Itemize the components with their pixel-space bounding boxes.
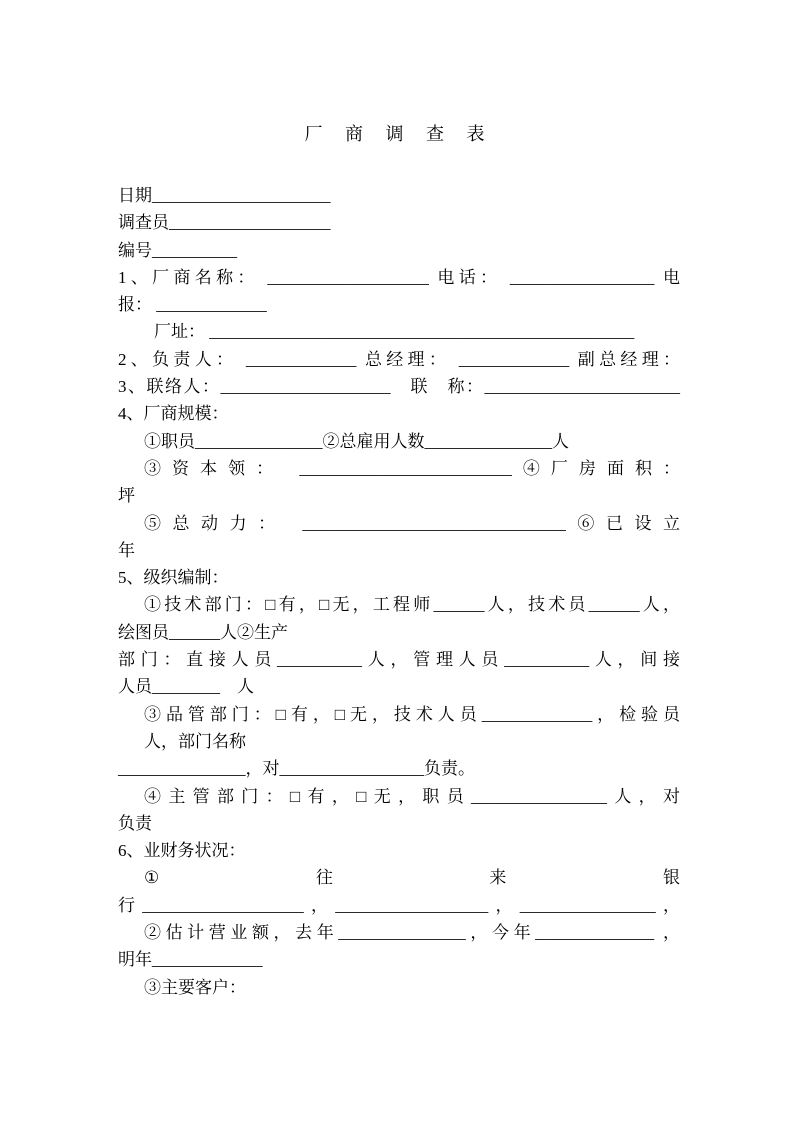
- form-line: ①技术部门：□有，□无，工程师______人，技术员______人，: [144, 595, 680, 615]
- form-line: ③品管部门：□有，□无，技术人员_____________，检验员: [144, 704, 680, 724]
- form-line: 1、厂商名称： ___________________ 电话： _________________ 电: [118, 267, 680, 287]
- form-line: 坪: [118, 486, 135, 506]
- page-title: 厂 商 调 查 表: [304, 124, 494, 144]
- form-line: 年: [118, 540, 135, 560]
- form-line: 3、联络人：____________________ 联 称：_______________________: [118, 377, 680, 397]
- form-line: ⑤总动力： _______________________________⑥已设立: [144, 513, 680, 533]
- form-line: ③资本领： _________________________④厂房面积：: [144, 458, 680, 478]
- form-line: 6、业财务状况：: [118, 841, 246, 861]
- form-line: 厂址： __________________________________________________: [154, 322, 635, 342]
- form-line: 4、厂商规模：: [118, 404, 229, 424]
- form-line: 人员________ 人: [118, 677, 254, 697]
- form-line: 日期_____________________: [118, 186, 331, 205]
- form-line: ②估计营业额，去年_______________，今年______________ ，: [144, 923, 680, 943]
- form-line: 明年_____________: [118, 950, 263, 970]
- form-line: [118, 864, 680, 891]
- form-line: _______________，对_________________负责。: [118, 759, 475, 779]
- form-line: ④主管部门：□有，□无，职员________________人，对: [144, 786, 680, 806]
- form-line: 负责: [118, 813, 152, 833]
- form-line: ①职员_______________②总雇用人数_______________人: [144, 431, 569, 451]
- form-line: ③主要客户：: [144, 977, 246, 997]
- form-line: 调查员___________________: [118, 213, 331, 233]
- form-line: 2、负责人： _____________ 总经理： _____________ 副总经理：: [118, 349, 680, 369]
- form-line: 编号__________: [118, 240, 237, 260]
- form-line: 行___________________，__________________，________________，: [118, 895, 680, 915]
- form-line: 绘图员______人②生产: [118, 622, 288, 642]
- spread-token: ①: [144, 868, 160, 888]
- form-line: 人，部门名称: [144, 731, 246, 751]
- spread-token: 银: [662, 868, 680, 888]
- form-line: 部门：直接人员__________人，管理人员__________人，间接: [118, 650, 680, 670]
- form-lines: [118, 182, 680, 1001]
- spread-token: 来: [489, 868, 507, 888]
- form-line: 5、级织编制：: [118, 568, 229, 588]
- document-content: [118, 121, 680, 1001]
- form-line: 报： _____________: [118, 295, 267, 315]
- spread-token: 往: [315, 868, 333, 888]
